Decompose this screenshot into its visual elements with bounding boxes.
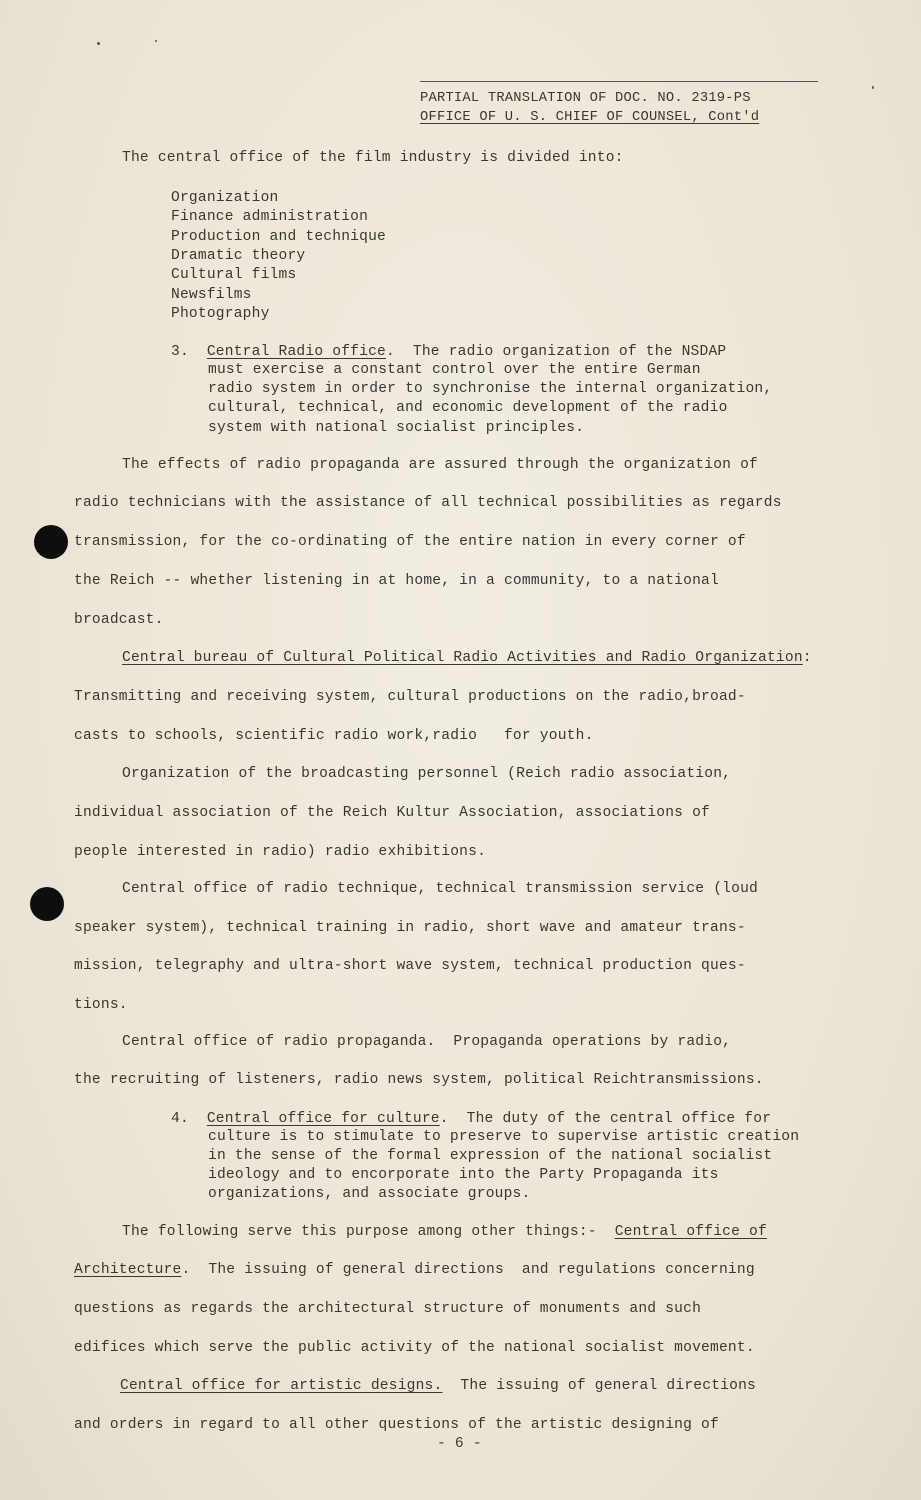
purpose-text: . The issuing of general directions and regulations concerning: [181, 1262, 755, 1278]
effects-line: The effects of radio propaganda are assured through the organization of: [122, 457, 758, 473]
bureau-title: Central bureau of Cultural Political Radio Activities and Radio Organization: [122, 650, 803, 666]
architecture-office-title: Central office of: [614, 1224, 767, 1240]
effects-line: broadcast.: [74, 612, 164, 628]
technique-line: speaker system), technical training in radio, short wave and amateur trans-: [74, 920, 746, 936]
purpose-line-2: [74, 1262, 755, 1278]
technique-line: tions.: [74, 997, 128, 1013]
section-4-title: Central office for culture: [206, 1111, 440, 1127]
film-intro: The central office of the film industry is divided into:: [122, 150, 624, 166]
bureau-colon: :: [802, 650, 812, 666]
designs-heading: [120, 1378, 756, 1394]
header-rule: [420, 81, 818, 82]
personnel-line: people interested in radio) radio exhibitions.: [74, 844, 487, 860]
effects-line: the Reich -- whether listening in at home, in a community, to a national: [74, 573, 719, 589]
film-item: Newsfilms: [171, 287, 252, 303]
section-3-heading: [171, 344, 726, 360]
purpose-text: The following serve this purpose among other things:-: [122, 1224, 615, 1240]
technique-line: Central office of radio technique, technical transmission service (loud: [122, 881, 758, 897]
designs-text: The issuing of general directions: [442, 1378, 757, 1394]
film-item: Cultural films: [171, 267, 297, 283]
film-item: Organization: [171, 190, 279, 206]
section-3-line: must exercise a constant control over the entire German: [208, 362, 701, 378]
propaganda-line: the recruiting of listeners, radio news system, political Reichtransmissions.: [74, 1072, 764, 1088]
speck: [97, 42, 100, 45]
propaganda-line: Central office of radio propaganda. Propaganda operations by radio,: [122, 1034, 732, 1050]
section-4-line: ideology and to encorporate into the Party Propaganda its: [208, 1167, 719, 1183]
section-3-line: system with national socialist principles.: [208, 420, 585, 436]
section-4-number: 4.: [171, 1111, 189, 1127]
section-4-line: in the sense of the formal expression of the national socialist: [208, 1148, 773, 1164]
personnel-line: Organization of the broadcasting personnel (Reich radio association,: [122, 766, 732, 782]
section-3-line: cultural, technical, and economic development of the radio: [208, 400, 728, 416]
punch-hole-top: [34, 525, 68, 559]
section-3-number: 3.: [171, 344, 189, 360]
section-3-text: . The radio organization of the NSDAP: [386, 344, 727, 360]
purpose-line-1: [122, 1224, 767, 1240]
film-item: Finance administration: [171, 209, 369, 225]
bureau-line: casts to schools, scientific radio work,radio for youth.: [74, 728, 594, 744]
technique-line: mission, telegraphy and ultra-short wave system, technical production ques-: [74, 958, 746, 974]
page-number: - 6 -: [437, 1436, 482, 1452]
bureau-heading: [122, 650, 812, 666]
speck: [155, 40, 157, 42]
speck: [872, 86, 874, 89]
section-4-heading: [171, 1111, 771, 1127]
effects-line: radio technicians with the assistance of all technical possibilities as regards: [74, 495, 782, 511]
bureau-line: Transmitting and receiving system, cultural productions on the radio,broad-: [74, 689, 746, 705]
purpose-line: edifices which serve the public activity of the national socialist movement.: [74, 1340, 755, 1356]
personnel-line: individual association of the Reich Kultur Association, associations of: [74, 805, 710, 821]
section-3-line: radio system in order to synchronise the internal organization,: [208, 381, 773, 397]
designs-line: and orders in regard to all other questions of the artistic designing of: [74, 1417, 719, 1433]
header-line-1: PARTIAL TRANSLATION OF DOC. NO. 2319-PS: [420, 91, 751, 106]
punch-hole-bottom: [30, 887, 64, 921]
header-line-2: OFFICE OF U. S. CHIEF OF COUNSEL, Cont'd: [420, 110, 760, 125]
section-4-line: culture is to stimulate to preserve to supervise artistic creation: [208, 1129, 800, 1145]
section-3-title: Central Radio office: [206, 344, 386, 360]
film-item: Dramatic theory: [171, 248, 306, 264]
section-4-text: . The duty of the central office for: [439, 1111, 772, 1127]
designs-title: Central office for artistic designs.: [120, 1378, 443, 1394]
section-4-line: organizations, and associate groups.: [208, 1186, 531, 1202]
film-item: Production and technique: [171, 229, 386, 245]
effects-line: transmission, for the co-ordinating of the entire nation in every corner of: [74, 534, 746, 550]
film-item: Photography: [171, 306, 270, 322]
architecture-title: Architecture: [74, 1262, 182, 1278]
purpose-line: questions as regards the architectural structure of monuments and such: [74, 1301, 702, 1317]
